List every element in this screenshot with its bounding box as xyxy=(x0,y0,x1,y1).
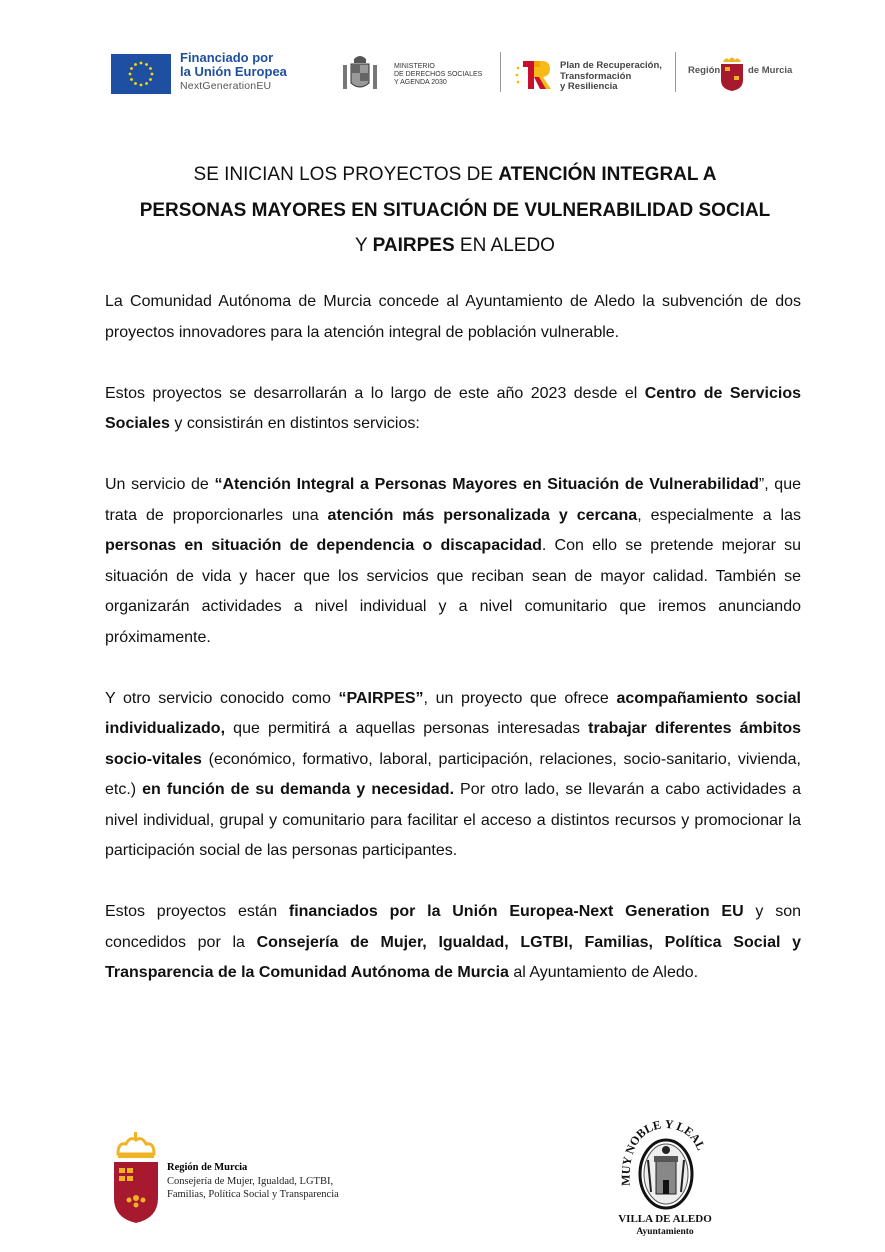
eu-logo-text xyxy=(180,51,287,93)
bold-text: trabajar diferentes ámbitos socio-vitales xyxy=(105,720,801,768)
title-text: EN ALEDO xyxy=(454,235,555,256)
text: Por otro lado, se llevarán a cabo actividades a nivel individual, grupal y comunitario para facilitar el acceso a distintos recursos y promocionar la participación social de las personas participantes. xyxy=(105,781,801,859)
bold-text: Centro de Servicios Sociales xyxy=(105,384,801,432)
prtr-line: Transformación xyxy=(560,70,632,82)
prtr-logo-text xyxy=(560,61,662,93)
footer-region-title: Región de Murcia xyxy=(167,1162,248,1173)
aledo-motto: MUY NOBLE Y LEAL xyxy=(618,1120,709,1186)
region-logo-right-text: de Murcia xyxy=(748,65,793,76)
article-body xyxy=(105,287,801,1019)
bold-text: “PAIRPES” xyxy=(338,689,424,707)
region-murcia-shield-icon xyxy=(720,54,744,92)
bold-text: “Atención Integral a Personas Mayores en Situación de Vulnerabilidad xyxy=(214,476,759,493)
text: que permitirá a aquellas personas interesadas xyxy=(225,720,589,737)
title-line-3 xyxy=(100,228,810,264)
paragraph-service-pairpes xyxy=(105,684,801,867)
title-bold-text: PAIRPES xyxy=(372,235,455,256)
title-text: SE INICIAN LOS PROYECTOS DE xyxy=(193,164,499,185)
page-title xyxy=(100,157,810,264)
eu-line2: la Unión Europea xyxy=(180,64,287,79)
eu-line1: Financiado por xyxy=(180,50,274,65)
text: Y otro servicio conocido como xyxy=(105,689,339,707)
bold-text: en función de su demanda y necesidad. xyxy=(142,781,455,798)
prtr-line: Plan de Recuperación, xyxy=(560,60,662,71)
bold-text: Consejería de Mujer, Igualdad, LGTBI, Familias, Política Social y Transparencia de la Comunidad Autónoma de Murcia xyxy=(105,933,802,981)
bold-text: financiados por la Unión Europea-Next Generation EU xyxy=(288,903,744,920)
logo-divider xyxy=(500,52,501,92)
title-line-2 xyxy=(100,193,810,229)
region-logo-left-text: Región xyxy=(688,65,721,76)
text: Estos proyectos están xyxy=(105,903,289,920)
prtr-logo-icon xyxy=(515,58,553,92)
text: (económico, formativo, laboral, participación, relaciones, socio-sanitario, vivienda, etc.) xyxy=(105,750,801,798)
paragraph-intro: La Comunidad Autónoma de Murcia concede al Ayuntamiento de Aledo la subvención de dos proyectos innovadores para la atención integral de población vulnerable. xyxy=(105,293,801,341)
ministry-line: Y AGENDA 2030 xyxy=(394,79,447,86)
logo-divider xyxy=(675,52,676,92)
region-murcia-footer-shield-icon xyxy=(112,1132,160,1224)
aledo-coat-of-arms-icon xyxy=(618,1120,714,1212)
title-bold-text: ATENCIÓN INTEGRAL A xyxy=(498,164,717,185)
ministry-line: DE DERECHOS SOCIALES xyxy=(394,71,483,78)
spain-coat-of-arms-icon xyxy=(340,53,380,95)
title-text: Y xyxy=(355,235,373,256)
bold-text: personas en situación de dependencia o discapacidad xyxy=(105,537,542,554)
prtr-line: y Resiliencia xyxy=(560,81,618,92)
eu-line3: NextGenerationEU xyxy=(180,80,272,92)
text: . Con ello se pretende mejorar su situación de vida y hacer que los servicios que reciban sean de mayor calidad. También se organizarán actividades a nivel individual y a nivel comunitario que iremos anunciando próximamente. xyxy=(105,537,802,646)
footer-region-line: Familias, Política Social y Transparencia xyxy=(167,1189,339,1200)
title-bold-text: PERSONAS MAYORES EN SITUACIÓN DE VULNERABILIDAD SOCIAL xyxy=(139,199,771,221)
text: , un proyecto que ofrece xyxy=(423,689,617,707)
text: , especialmente a las xyxy=(637,506,802,524)
paragraph-projects xyxy=(105,379,801,440)
paragraph-funding xyxy=(105,897,801,989)
text: ”, que trata de proporcionarles una xyxy=(105,476,801,524)
footer-region-line: Consejería de Mujer, Igualdad, LGTBI, xyxy=(167,1175,334,1187)
text: y consistirán en distintos servicios: xyxy=(169,415,420,432)
aledo-sub: Ayuntamiento xyxy=(636,1227,694,1237)
header-logos xyxy=(0,0,885,120)
paragraph-service-elderly xyxy=(105,470,801,653)
text: Un servicio de xyxy=(105,476,215,493)
bold-text: acompañamiento social individualizado, xyxy=(105,689,802,737)
aledo-name: VILLA DE ALEDO xyxy=(618,1213,712,1225)
ministry-logo-text xyxy=(394,63,482,87)
footer-region-text xyxy=(167,1161,339,1202)
bold-text: atención más personalizada y cercana xyxy=(327,506,638,524)
ministry-line: MINISTERIO xyxy=(394,63,435,70)
eu-flag-icon xyxy=(111,54,171,94)
text: y son concedidos por la xyxy=(105,903,802,951)
title-line-1 xyxy=(100,157,810,193)
text: Estos proyectos se desarrollarán a lo largo de este año 2023 desde el xyxy=(105,384,645,402)
text: al Ayuntamiento de Aledo. xyxy=(508,964,699,981)
